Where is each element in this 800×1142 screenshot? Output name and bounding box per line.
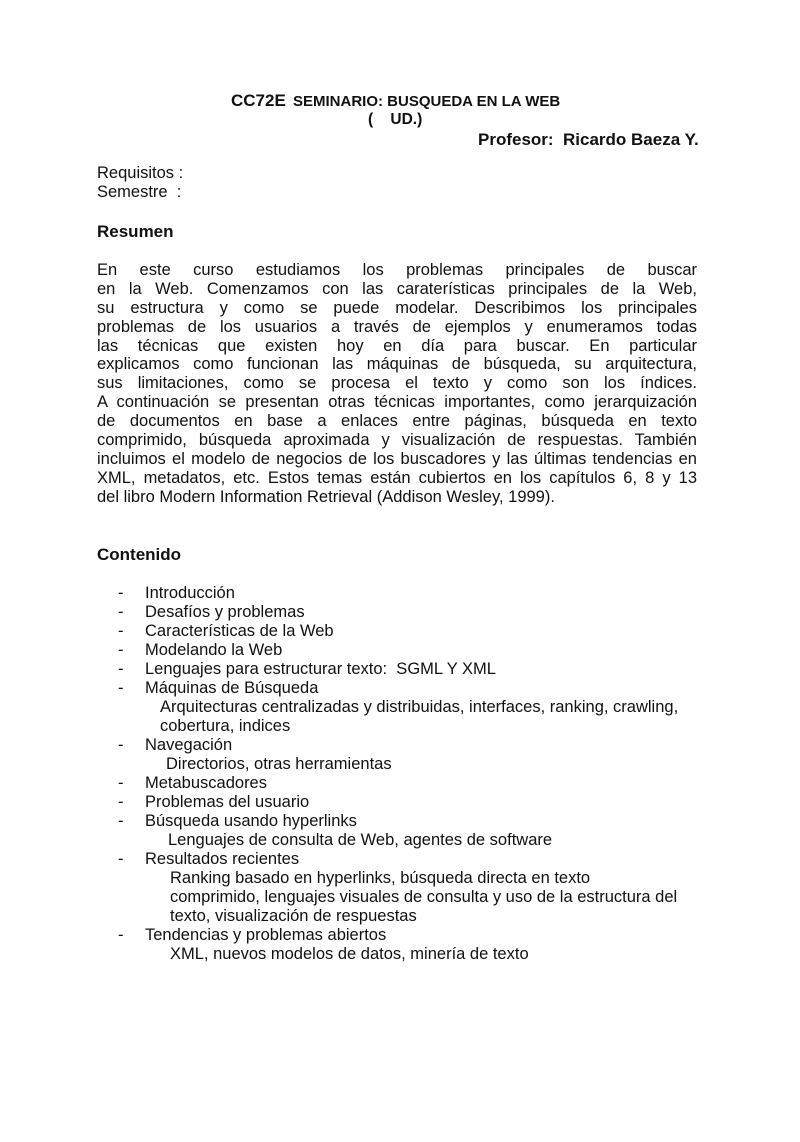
list-item — [118, 812, 718, 831]
list-subitem-text: Ranking basado en hyperlinks, búsqueda directa en texto — [170, 869, 591, 887]
contenido-list — [118, 584, 718, 964]
semestre-label: Semestre : — [97, 183, 182, 201]
list-item — [118, 850, 718, 869]
bullet-dash: - — [118, 736, 124, 754]
list-subitem-text: cobertura, indices — [160, 717, 291, 735]
requisitos-label: Requisitos : — [97, 164, 184, 182]
list-item — [118, 622, 718, 641]
list-item — [118, 584, 718, 603]
list-subitem — [118, 869, 718, 888]
paragraph-line: incluimos el modelo de negocios de los buscadores y las últimas tendencias en — [97, 449, 697, 468]
paragraph-line: de documentos en base a enlaces entre páginas, búsqueda en texto — [97, 412, 697, 431]
list-item-label: Características de la Web — [145, 622, 334, 640]
list-item-label: Modelando la Web — [145, 641, 283, 659]
bullet-dash: - — [118, 603, 124, 621]
list-subitem — [118, 717, 718, 736]
list-subitem — [118, 755, 718, 774]
paragraph-line: En este curso estudiamos los problemas principales de buscar — [97, 261, 697, 279]
bullet-dash: - — [118, 850, 124, 868]
list-subitem-text: Lenguajes de consulta de Web, agentes de software — [168, 831, 553, 849]
professor: Profesor: Ricardo Baeza Y. — [478, 130, 699, 149]
list-item-label: Metabuscadores — [145, 774, 267, 792]
list-item-label: Introducción — [145, 584, 235, 602]
bullet-dash: - — [118, 774, 124, 792]
list-subitem-text: comprimido, lenguajes visuales de consulta y uso de la estructura del — [170, 888, 678, 906]
list-subitem — [118, 907, 718, 926]
bullet-dash: - — [118, 679, 124, 697]
list-item — [118, 660, 718, 679]
list-subitem-text: Arquitecturas centralizadas y distribuidas, interfaces, ranking, crawling, — [160, 698, 679, 716]
list-subitem — [118, 945, 718, 964]
list-item — [118, 793, 718, 812]
bullet-dash: - — [118, 641, 124, 659]
paragraph-line: en la Web. Comenzamos con las caraterísticas principales de la Web, — [97, 279, 697, 298]
bullet-dash: - — [118, 584, 124, 602]
paragraph-line: explicamos como funcionan las máquinas de búsqueda, su arquitectura, — [97, 355, 697, 374]
list-subitem-text: texto, visualización de respuestas — [170, 907, 417, 925]
paragraph-line: sus limitaciones, como se procesa el texto y como son los índices. — [97, 374, 697, 393]
list-item — [118, 603, 718, 622]
list-subitem — [118, 831, 718, 850]
list-subitem — [118, 698, 718, 717]
resumen-heading: Resumen — [97, 222, 174, 241]
list-item-label: Resultados recientes — [145, 850, 300, 868]
list-subitem — [118, 888, 718, 907]
course-units: ( UD.) — [368, 111, 423, 128]
list-item-label: Desafíos y problemas — [145, 603, 305, 621]
list-item — [118, 641, 718, 660]
list-item — [118, 679, 718, 698]
paragraph-line: problemas de los usuarios a través de ejemplos y enumeramos todas — [97, 317, 697, 336]
list-item-label: Navegación — [145, 736, 233, 754]
paragraph-line: A continuación se presentan otras técnicas importantes, como jerarquización — [97, 393, 697, 412]
list-item — [118, 774, 718, 793]
list-subitem-text: XML, nuevos modelos de datos, minería de texto — [170, 945, 529, 963]
paragraph-line: del libro Modern Information Retrieval (Addison Wesley, 1999). — [97, 487, 555, 506]
paragraph-line: XML, metadatos, etc. Estos temas están cubiertos en los capítulos 6, 8 y 13 — [97, 468, 697, 487]
paragraph-line: comprimido, búsqueda aproximada y visualización de respuestas. También — [97, 431, 697, 450]
bullet-dash: - — [118, 812, 124, 830]
course-title: SEMINARIO: BUSQUEDA EN LA WEB — [293, 93, 561, 110]
list-item — [118, 926, 718, 945]
list-item — [118, 736, 718, 755]
paragraph-line: su estructura y como se puede modelar. Describimos los principales — [97, 298, 697, 317]
list-item-label: Problemas del usuario — [145, 793, 310, 811]
bullet-dash: - — [118, 622, 124, 640]
contenido-heading: Contenido — [97, 545, 182, 564]
list-item-label: Máquinas de Búsqueda — [145, 679, 319, 697]
course-code: CC72E — [231, 91, 286, 110]
resumen-paragraph — [97, 261, 697, 507]
list-subitem-text: Directorios, otras herramientas — [166, 755, 392, 773]
list-item-label: Lenguajes para estructurar texto: SGML Y XML — [145, 660, 496, 678]
bullet-dash: - — [118, 660, 124, 678]
paragraph-line: las técnicas que existen hoy en día para buscar. En particular — [97, 336, 697, 355]
bullet-dash: - — [118, 793, 124, 811]
list-item-label: Tendencias y problemas abiertos — [145, 926, 387, 944]
list-item-label: Búsqueda usando hyperlinks — [145, 812, 357, 830]
bullet-dash: - — [118, 926, 124, 944]
